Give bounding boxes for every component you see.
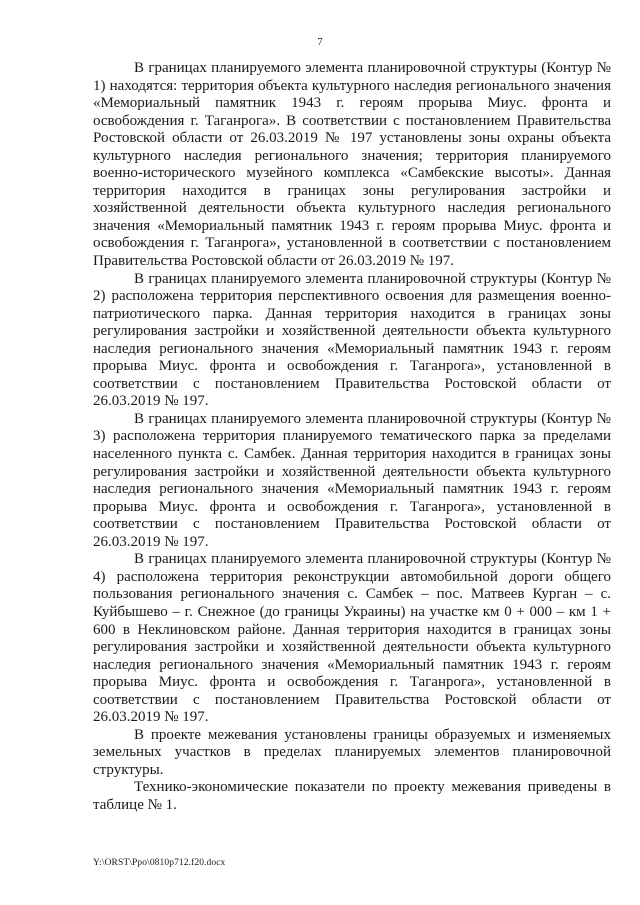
paragraph-contour-4: В границах планируемого элемента планировочной структуры (Контур № 4) расположена территория реконструкции автомобильной дороги общего пользования регионального значения с. Самбек – пос. Матвеев Курган – с. Куйбышево – г. Снежное (до границы Украины) на участке км 0 + 000 – км 1 + 600 в Неклиновском районе. Данная территория находится в границах зоны регулирования застройки и хозяйственной деятельности объекта культурного наследия регионального значения «Мемориальный памятник 1943 г. героям прорыва Миус. фронта и освобождения г. Таганрога», установленной в соответствии с постановлением Правительства Ростовской области от 26.03.2019 № 197. xyxy=(93,551,611,726)
paragraph-land-plots: В проекте межевания установлены границы образуемых и изменяемых земельных участков в пределах планируемых элементов планировочной структуры. xyxy=(93,726,611,778)
paragraph-indicators: Технико-экономические показатели по проекту межевания приведены в таблице № 1. xyxy=(93,779,611,813)
page-number: 7 xyxy=(317,36,323,48)
footer-file-path: Y:\ORST\Ppo\0810p712.f20.docx xyxy=(93,858,226,868)
paragraph-contour-3: В границах планируемого элемента планировочной структуры (Контур № 3) расположена территория планируемого тематического парка за пределами населенного пункта с. Самбек. Данная территория находится в границах зоны регулирования застройки и хозяйственной деятельности объекта культурного наследия регионального значения «Мемориальный памятник 1943 г. героям прорыва Миус. фронта и освобождения г. Таганрога», установленной в соответствии с постановлением Правительства Ростовской области от 26.03.2019 № 197. xyxy=(93,410,611,550)
document-body xyxy=(93,60,611,815)
paragraph-contour-2: В границах планируемого элемента планировочной структуры (Контур № 2) расположена территория перспективного освоения для размещения военно-патриотического парка. Данная территория находится в границах зоны регулирования застройки и хозяйственной деятельности объекта культурного наследия регионального значения «Мемориальный памятник 1943 г. героям прорыва Миус. фронта и освобождения г. Таганрога», установленной в соответствии с постановлением Правительства Ростовской области от 26.03.2019 № 197. xyxy=(93,270,611,410)
paragraph-contour-1: В границах планируемого элемента планировочной структуры (Контур № 1) находятся: территория объекта культурного наследия регионального значения «Мемориальный памятник 1943 г. героям прорыва Миус. фронта и освобождения г. Таганрога». В соответствии с постановлением Правительства Ростовской области от 26.03.2019 № 197 установлены зоны охраны объекта культурного наследия регионального значения; территория планируемого военно-исторического музейного комплекса «Самбекские высоты». Данная территория находится в границах зоны регулирования застройки и хозяйственной деятельности объекта культурного наследия регионального значения «Мемориальный памятник 1943 г. героям прорыва Миус. фронта и освобождения г. Таганрога», установленной в соответствии с постановлением Правительства Ростовской области от 26.03.2019 № 197. xyxy=(93,60,611,270)
